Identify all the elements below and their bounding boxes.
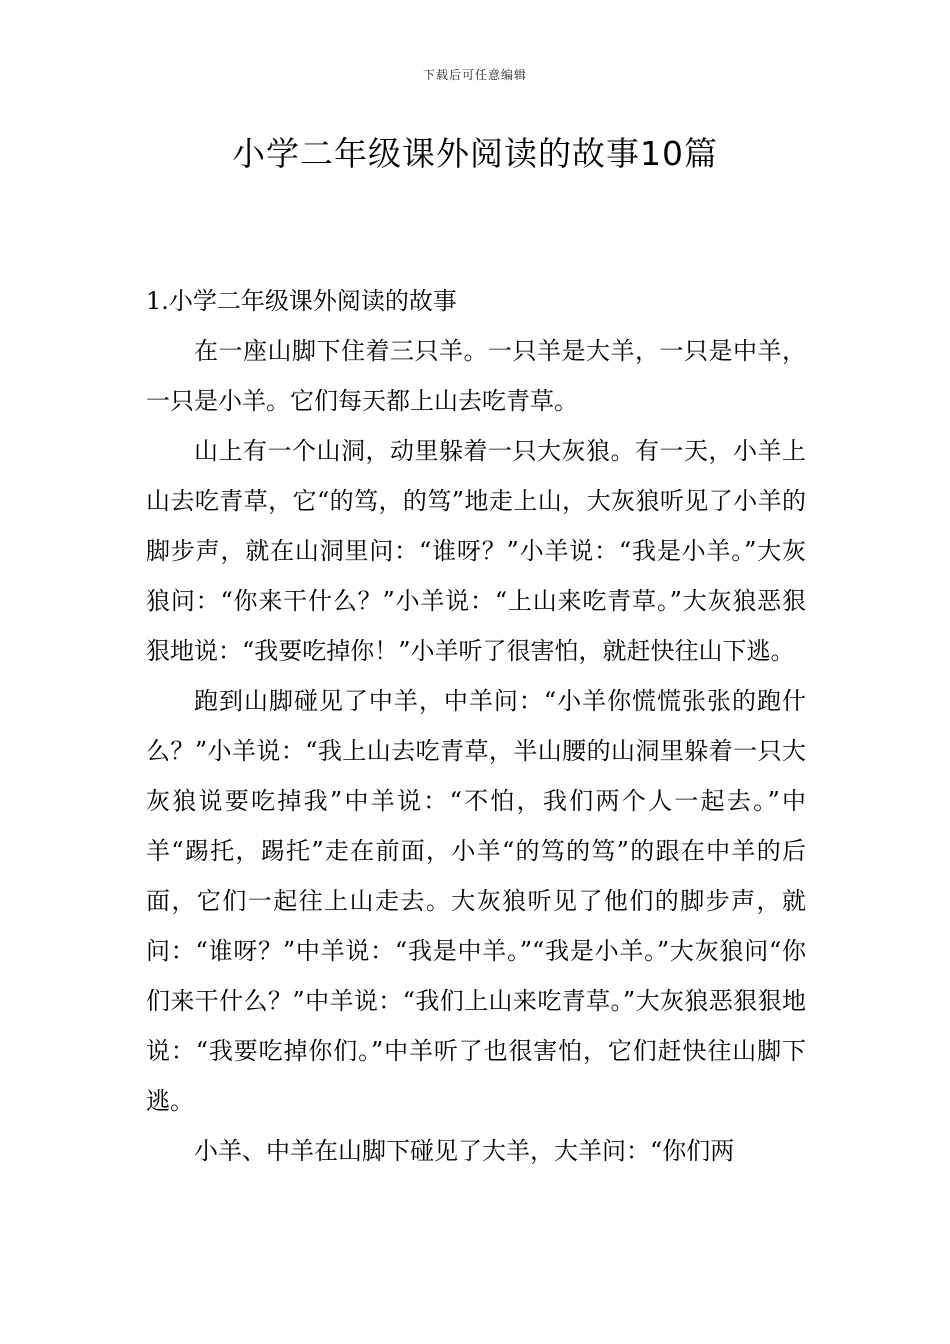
paragraph: 在一座山脚下住着三只羊。一只羊是大羊，一只是中羊，一只是小羊。它们每天都上山去吃青草。 (146, 337, 806, 415)
section-heading: 1.小学二年级课外阅读的故事 (146, 287, 457, 315)
document-title: 小学二年级课外阅读的故事10篇 (232, 134, 718, 173)
document-body (146, 276, 806, 1176)
paragraph: 山上有一个山洞，动里躲着一只大灰狼。有一天，小羊上山去吃青草，它“的笃，的笃”地走上山，大灰狼听见了小羊的脚步声，就在山洞里问：“谁呀？”小羊说：“我是小羊。”大灰狼问：“你来干什么？”小羊说：“上山来吃青草。”大灰狼恶狠狠地说：“我要吃掉你！”小羊听了很害怕，就赶快往山下逃。 (146, 437, 806, 665)
header-note: 下载后可任意编辑 (422, 68, 527, 82)
paragraph: 跑到山脚碰见了中羊，中羊问：“小羊你慌慌张张的跑什么？”小羊说：“我上山去吃青草，半山腰的山洞里躲着一只大灰狼说要吃掉我”中羊说：“不怕，我们两个人一起去。”中羊“踢托，踢托”走在前面，小羊“的笃的笃”的跟在中羊的后面，它们一起往上山走去。大灰狼听见了他们的脚步声，就问：“谁呀？”中羊说：“我是中羊。”“我是小羊。”大灰狼问“你们来干什么？”中羊说：“我们上山来吃青草。”大灰狼恶狠狠地说：“我要吃掉你们。”中羊听了也很害怕，它们赶快往山脚下逃。 (146, 687, 806, 1115)
paragraph: 小羊、中羊在山脚下碰见了大羊，大羊问：“你们两 (194, 1137, 735, 1165)
